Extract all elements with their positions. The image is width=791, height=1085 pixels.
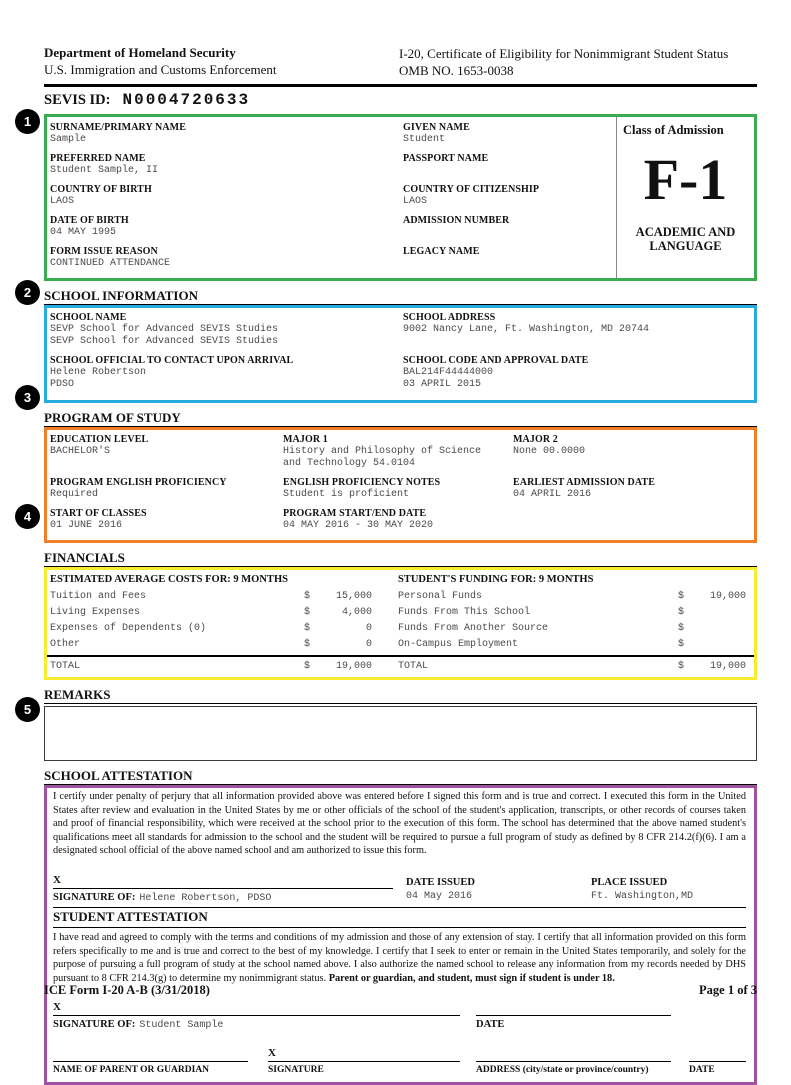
guardian-signature-label: SIGNATURE <box>268 1065 324 1076</box>
school-official-label: SCHOOL OFFICIAL TO CONTACT UPON ARRIVAL <box>50 355 294 366</box>
class-of-admission-label: Class of Admission <box>623 123 724 137</box>
form-header <box>44 45 757 79</box>
school-name-line1: SEVP School for Advanced SEVIS Studies <box>50 324 279 335</box>
dollar-sign: $ <box>678 623 685 634</box>
cost-amount: 0 <box>365 623 372 634</box>
agency-subname: U.S. Immigration and Customs Enforcement <box>44 62 277 77</box>
funding-label: Funds From Another Source <box>398 623 549 634</box>
field-school-code <box>403 355 750 391</box>
field-surname <box>50 122 403 146</box>
student-signature-of-label: SIGNATURE OF: <box>53 1019 136 1031</box>
earliest-admission-value: 04 APRIL 2016 <box>513 489 592 500</box>
dollar-sign: $ <box>678 607 685 618</box>
country-of-birth-label: COUNTRY OF BIRTH <box>50 184 152 195</box>
guardian-signature-row <box>53 1043 746 1062</box>
school-code-label: SCHOOL CODE AND APPROVAL DATE <box>403 355 589 366</box>
major1-line1: History and Philosophy of Science <box>283 446 482 457</box>
guardian-address-line <box>476 1048 671 1062</box>
costs-total-row <box>50 661 372 672</box>
field-major2 <box>513 434 750 470</box>
school-signature-name: Helene Robertson, PDSO <box>139 892 272 904</box>
funding-label: On-Campus Employment <box>398 639 519 650</box>
cost-amount: 4,000 <box>341 607 372 618</box>
english-notes-label: ENGLISH PROFICIENCY NOTES <box>283 477 441 488</box>
field-country-of-citizenship <box>403 184 612 208</box>
guardian-signature-x: X <box>268 1047 276 1060</box>
cost-amount: 15,000 <box>335 591 372 602</box>
surname-value: Sample <box>50 134 87 145</box>
place-issued-value: Ft. Washington,MD <box>591 890 694 902</box>
place-issued-label: PLACE ISSUED <box>591 876 668 888</box>
field-school-address <box>403 312 750 348</box>
funding-amount <box>694 607 746 618</box>
funding-label: Funds From This School <box>398 607 531 618</box>
school-address-label: SCHOOL ADDRESS <box>403 312 496 323</box>
funding-row-school <box>398 607 746 618</box>
student-info-section <box>44 114 757 281</box>
guardian-date-line <box>689 1048 746 1062</box>
funding-label: Personal Funds <box>398 591 483 602</box>
callout-3-badge: 3 <box>15 385 40 410</box>
field-education-level <box>50 434 283 470</box>
dollar-sign: $ <box>678 661 685 672</box>
student-signature-x: X <box>53 1001 61 1014</box>
callout-1-badge: 1 <box>15 109 40 134</box>
form-number: ICE Form I-20 A-B (3/31/2018) <box>44 983 210 997</box>
school-name-label: SCHOOL NAME <box>50 312 127 323</box>
form-title: I-20, Certificate of Eligibility for Nonimmigrant Student Status <box>399 46 729 61</box>
sevis-id-value: N0004720633 <box>122 91 251 109</box>
major1-label: MAJOR 1 <box>283 434 328 445</box>
costs-total-amount: 19,000 <box>335 661 372 672</box>
agency-name: Department of Homeland Security <box>44 45 236 60</box>
start-of-classes-label: START OF CLASSES <box>50 508 147 519</box>
field-form-issue-reason <box>50 246 403 270</box>
school-official-name: Helene Robertson <box>50 367 147 378</box>
callout-5-badge: 5 <box>15 697 40 722</box>
dollar-sign: $ <box>304 607 311 618</box>
school-attestation-header: SCHOOL ATTESTATION <box>44 768 757 785</box>
page-number: Page 1 of 3 <box>699 983 757 997</box>
class-of-admission-code: F-1 <box>643 147 728 212</box>
field-legacy-name <box>403 246 612 270</box>
guardian-address-label: ADDRESS (city/state or province/country) <box>476 1065 649 1076</box>
program-dates-value: 04 MAY 2016 - 30 MAY 2020 <box>283 520 434 531</box>
attestation-section <box>44 785 757 1085</box>
cost-amount: 0 <box>365 639 372 650</box>
field-school-name <box>50 312 403 348</box>
omb-number: OMB NO. 1653-0038 <box>399 63 514 78</box>
school-attestation-paragraph: I certify under penalty of perjury that all information provided above was entered before I signed this form and is true and correct. I executed this form in the United States after review and evaluation in the United States by me or other officials of the school of the student's application, transcripts, or other records of courses taken and proof of financial responsibility, which were received at the school prior to the execution of this form. The school has determined that the above named student's qualifications meet all standards for admission to the school and the student will be required to pursue a full program of study as defined by 8 CFR 214.2(f)(6). I am a designated school official of the above named school and am authorized to issue this form. <box>53 791 746 857</box>
date-of-birth-value: 04 MAY 1995 <box>50 227 117 238</box>
page-footer <box>44 983 757 998</box>
field-program-dates <box>283 508 513 532</box>
student-signature-labels-row <box>53 1018 746 1031</box>
cost-label: Other <box>50 639 81 650</box>
field-preferred-name <box>50 153 403 177</box>
date-of-birth-label: DATE OF BIRTH <box>50 215 129 226</box>
dollar-sign: $ <box>678 639 685 650</box>
funding-row-another-source <box>398 623 746 634</box>
cost-row-living <box>50 607 372 618</box>
school-address-value: 9002 Nancy Lane, Ft. Washington, MD 20744 <box>403 324 650 335</box>
field-admission-number <box>403 215 612 239</box>
cost-label: Expenses of Dependents (0) <box>50 623 207 634</box>
field-start-of-classes <box>50 508 283 532</box>
student-signature-row <box>53 997 746 1016</box>
program-of-study-header: PROGRAM OF STUDY <box>44 410 757 427</box>
school-information-section <box>44 305 757 403</box>
student-attestation-paragraph <box>53 931 746 985</box>
country-of-citizenship-value: LAOS <box>403 196 428 207</box>
student-funding-header: STUDENT'S FUNDING FOR: 9 MONTHS <box>398 574 594 585</box>
cost-row-dependents <box>50 623 372 634</box>
date-issued-label: DATE ISSUED <box>406 876 475 888</box>
field-country-of-birth <box>50 184 403 208</box>
guardian-name-line <box>53 1048 248 1062</box>
field-english-proficiency <box>50 477 283 501</box>
school-name-line2: SEVP School for Advanced SEVIS Studies <box>50 336 279 347</box>
school-signature-values-row <box>53 889 746 908</box>
english-proficiency-value: Required <box>50 489 99 500</box>
school-approval-date: 03 APRIL 2015 <box>403 379 482 390</box>
cost-label: Tuition and Fees <box>50 591 147 602</box>
admission-number-label: ADMISSION NUMBER <box>403 215 510 226</box>
financials-header: FINANCIALS <box>44 550 757 567</box>
guardian-name-label: NAME OF PARENT OR GUARDIAN <box>53 1065 210 1076</box>
callout-4-badge: 4 <box>15 504 40 529</box>
cost-row-tuition <box>50 591 372 602</box>
dollar-sign: $ <box>304 661 311 672</box>
school-signature-of-label: SIGNATURE OF: <box>53 891 136 903</box>
major2-value: None 00.0000 <box>513 446 586 457</box>
field-major1 <box>283 434 513 470</box>
student-date-label: DATE <box>476 1019 505 1031</box>
student-attestation-text: I have read and agreed to comply with the terms and conditions of my admission and those of any extension of stay. I certify that all information provided on this form refers specifically to me and is true and correct to the best of my knowledge. I certify that I seek to enter or remain in the United States temporarily, and solely for the purpose of pursuing a full program of study at the school named above. I also authorize the named school to release any information from my records needed by DHS pursuant to 8 CFR 214.3(g) to determine my nonimmigrant status. <box>53 931 746 984</box>
country-of-birth-value: LAOS <box>50 196 75 207</box>
field-english-notes <box>283 477 513 501</box>
education-level-value: BACHELOR'S <box>50 446 111 457</box>
cost-row-other <box>50 639 372 650</box>
estimated-costs-header: ESTIMATED AVERAGE COSTS FOR: 9 MONTHS <box>50 574 288 585</box>
class-of-admission-box <box>616 117 754 278</box>
start-of-classes-value: 01 JUNE 2016 <box>50 520 123 531</box>
student-attestation-bold-text: Parent or guardian, and student, must sign if student is under 18. <box>328 972 615 984</box>
school-signature-row <box>53 870 746 889</box>
field-given-name <box>403 122 612 146</box>
school-information-header: SCHOOL INFORMATION <box>44 288 757 305</box>
field-school-official <box>50 355 403 391</box>
funding-amount <box>694 639 746 650</box>
school-signature-x: X <box>53 873 61 886</box>
school-official-title: PDSO <box>50 379 75 390</box>
program-dates-label: PROGRAM START/END DATE <box>283 508 427 519</box>
guardian-labels-row <box>53 1064 746 1078</box>
major2-label: MAJOR 2 <box>513 434 558 445</box>
given-name-label: GIVEN NAME <box>403 122 470 133</box>
field-passport-name <box>403 153 612 177</box>
english-proficiency-label: PROGRAM ENGLISH PROFICIENCY <box>50 477 227 488</box>
english-notes-value: Student is proficient <box>283 489 410 500</box>
sevis-id-label: SEVIS ID: <box>44 92 111 108</box>
major1-line2: and Technology 54.0104 <box>283 458 416 469</box>
preferred-name-value: Student Sample, II <box>50 165 159 176</box>
dollar-sign: $ <box>304 639 311 650</box>
country-of-citizenship-label: COUNTRY OF CITIZENSHIP <box>403 184 540 195</box>
education-level-label: EDUCATION LEVEL <box>50 434 149 445</box>
preferred-name-label: PREFERRED NAME <box>50 153 146 164</box>
student-signature-name: Student Sample <box>139 1020 224 1032</box>
passport-name-value <box>403 165 612 177</box>
total-label: TOTAL <box>398 661 429 672</box>
form-issue-reason-value: CONTINUED ATTENDANCE <box>50 258 171 269</box>
field-date-of-birth <box>50 215 403 239</box>
funding-amount <box>694 623 746 634</box>
financials-total-rule <box>47 655 754 657</box>
legacy-name-value <box>403 258 612 270</box>
funding-total-row <box>398 661 746 672</box>
school-code-value: BAL214F44444000 <box>403 367 494 378</box>
program-of-study-section <box>44 427 757 543</box>
surname-label: SURNAME/PRIMARY NAME <box>50 122 186 133</box>
header-rule <box>44 84 757 87</box>
passport-name-label: PASSPORT NAME <box>403 153 489 164</box>
guardian-date-label: DATE <box>689 1065 715 1076</box>
funding-row-personal <box>398 591 746 602</box>
class-of-admission-category: ACADEMIC AND LANGUAGE <box>635 225 736 253</box>
cost-label: Living Expenses <box>50 607 141 618</box>
field-earliest-admission <box>513 477 750 501</box>
given-name-value: Student <box>403 134 446 145</box>
funding-total-amount: 19,000 <box>709 661 746 672</box>
student-date-line <box>476 997 671 1016</box>
student-attestation-header: STUDENT ATTESTATION <box>53 908 746 928</box>
dollar-sign: $ <box>304 591 311 602</box>
funding-amount: 19,000 <box>709 591 746 602</box>
admission-number-value <box>403 227 612 239</box>
remarks-box <box>44 706 757 761</box>
sevis-id-row <box>44 91 757 109</box>
dollar-sign: $ <box>304 623 311 634</box>
date-issued-value: 04 May 2016 <box>406 890 473 902</box>
dollar-sign: $ <box>678 591 685 602</box>
financials-section <box>44 567 757 680</box>
callout-2-badge: 2 <box>15 280 40 305</box>
form-issue-reason-label: FORM ISSUE REASON <box>50 246 158 257</box>
legacy-name-label: LEGACY NAME <box>403 246 480 257</box>
funding-row-employment <box>398 639 746 650</box>
remarks-header: REMARKS <box>44 687 757 704</box>
total-label: TOTAL <box>50 661 81 672</box>
earliest-admission-label: EARLIEST ADMISSION DATE <box>513 477 655 488</box>
